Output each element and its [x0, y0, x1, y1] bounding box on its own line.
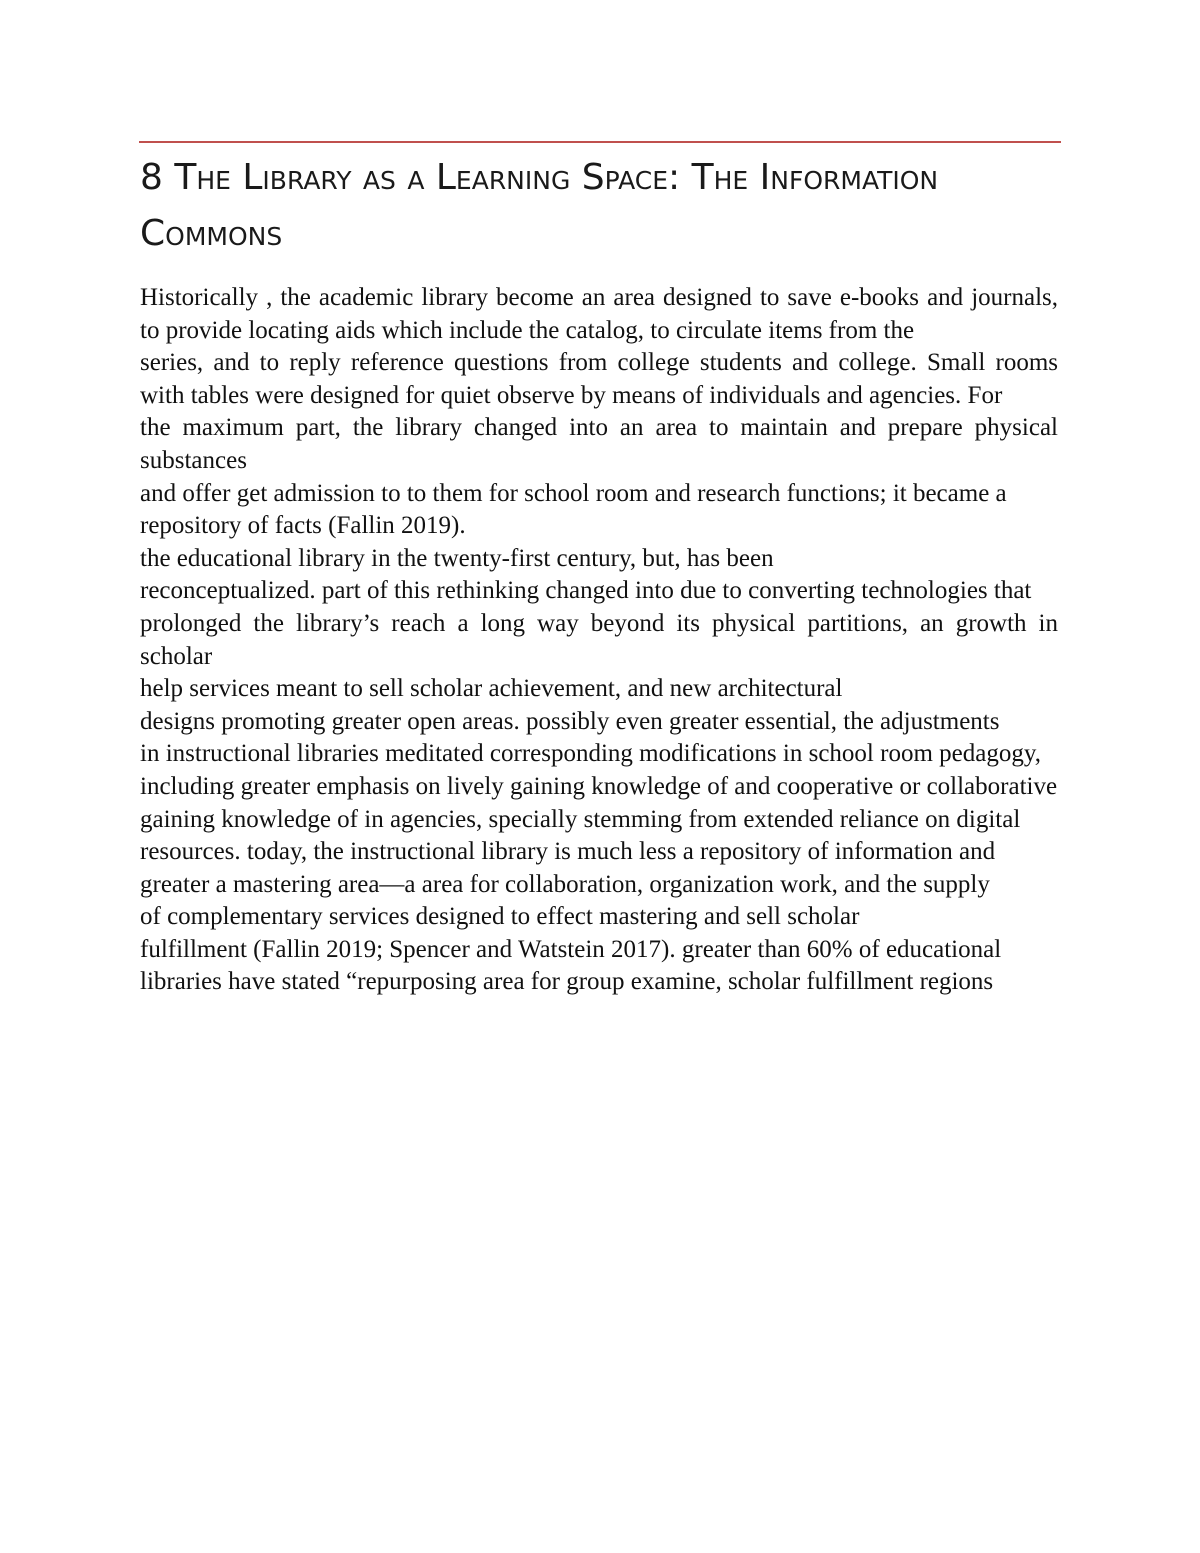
text-line: fulfillment (Fallin 2019; Spencer and Watstein 2017). greater than 60% of educational	[140, 935, 1002, 963]
text-line: gaining knowledge of in agencies, specially stemming from extended reliance on digital	[140, 805, 1021, 833]
text-line: greater a mastering area—a area for collaboration, organization work, and the supply	[140, 870, 990, 898]
text-line: reconceptualized. part of this rethinking changed into due to converting technologies that	[140, 577, 1032, 605]
text-line: the educational library in the twenty-first century, but, has been	[140, 544, 774, 572]
body-text	[140, 282, 1058, 999]
text-line: of complementary services designed to effect mastering and sell scholar	[140, 903, 860, 931]
text-line: and offer get admission to to them for school room and research functions; it became a	[140, 479, 1007, 507]
text-line: including greater emphasis on lively gaining knowledge of and cooperative or collaborative	[140, 772, 1058, 800]
text-line: series, and to reply reference questions from college students and college. Small rooms with tables were designed for quiet observe by means of individuals and agencies. For	[140, 349, 1058, 409]
section-heading	[140, 150, 1060, 262]
heading-line-1: 8 The Library as a Learning Space: The Information	[140, 157, 939, 198]
text-line: the maximum part, the library changed into an area to maintain and prepare physical substances	[140, 414, 1058, 474]
text-line: repository of facts (Fallin 2019).	[140, 512, 466, 540]
text-line: Historically , the academic library become an area designed to save e-books and journals, to provide locating aids which include the catalog, to circulate items from the	[140, 284, 1058, 344]
text-line: in instructional libraries meditated corresponding modifications in school room pedagogy,	[140, 740, 1041, 768]
text-line: resources. today, the instructional library is much less a repository of information and	[140, 838, 996, 866]
text-line: libraries have stated “repurposing area for group examine, scholar fulfillment regions	[140, 968, 994, 996]
heading-line-2: Commons	[140, 213, 283, 254]
text-line: help services meant to sell scholar achievement, and new architectural	[140, 675, 843, 703]
text-line: designs promoting greater open areas. possibly even greater essential, the adjustments	[140, 707, 1000, 735]
text-line: prolonged the library’s reach a long way beyond its physical partitions, an growth in scholar	[140, 609, 1058, 670]
heading-rule	[139, 141, 1061, 143]
